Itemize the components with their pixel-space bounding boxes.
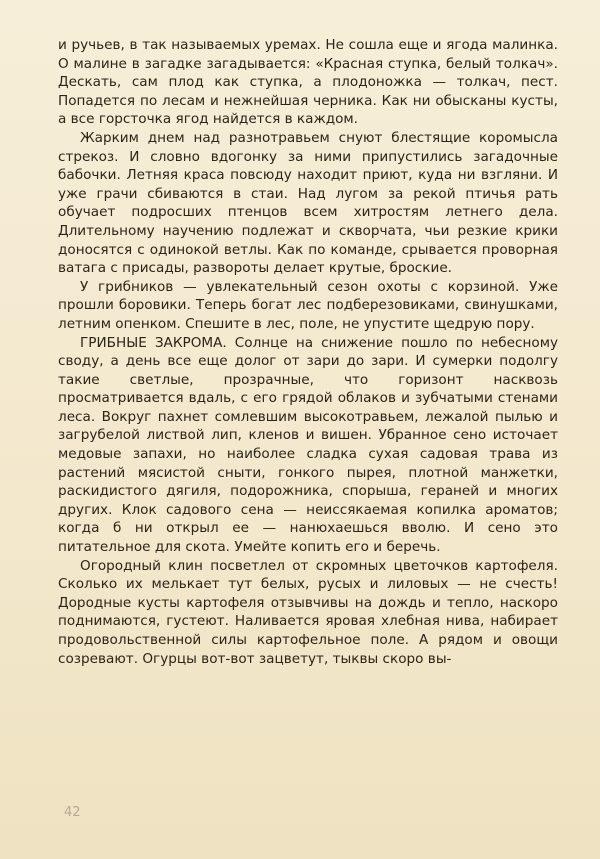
paragraph: Огородный клин посветлел от скромных цветочков картофеля. Сколько их мелькает тут белых, русых и лиловых — не счесть! Дородные кусты картофеля отзывчивы на дождь и тепло, наскоро поднимаются, густеют. Наливается яровая хлебная нива, набирает продовольственной силы картофельное поле. А рядом и овощи созревают. Огурцы вот-вот зацветут, тыквы скоро вы- [58, 557, 558, 667]
body-text [58, 36, 558, 668]
paragraph: ГРИБНЫЕ ЗАКРОМА. Солнце на снижение пошло по небесному своду, а день все еще долог от зари до зари. И сумерки подолгу такие светлые, прозрачные, что горизонт насквозь просматривается вдаль, с его грядой облаков и зубчатыми стенами леса. Вокруг пахнет сомлевшим высокотравьем, лежалой пылью и загрубелой листвой лип, кленов и вишен. Убранное сено источает медовые запахи, но наиболее сладка сухая садовая трава из растений мясистой сныти, гонкого пырея, плотной манжетки, раскидистого дягиля, подорожника, спорыша, гераней и многих других. Клок садового сена — неиссякаемая копилка ароматов; когда б ни открыл ее — нанюхаешься вволю. И сено это питательное для скота. Умейте копить его и беречь. [58, 334, 558, 556]
page-number: 42 [64, 805, 81, 820]
paragraph: и ручьев, в так называемых уремах. Не сошла еще и ягода малинка. О малине в загадке загадывается: «Красная ступка, белый толкач». Дескать, сам плод как ступка, а плодоножка — толкач, пест. Попадется по лесам и нежнейшая черника. Как ни обысканы кусты, а все горсточка ягод найдется в каждом. [58, 37, 558, 128]
paragraph: У грибников — увлекательный сезон охоты с корзиной. Уже прошли боровики. Теперь богат лес подберезовиками, свинушками, летним опенком. Спешите в лес, поле, не упустите щедрую пору. [58, 278, 558, 332]
paragraph: Жарким днем над разнотравьем снуют блестящие коромысла стрекоз. И словно вдогонку за ними припустились загадочные бабочки. Летняя краса повсюду находит приют, куда ни взгляни. И уже грачи сбиваются в стаи. Над лугом за рекой птичья рать обучает подросших птенцов всем хитростям летнего дела. Длительному научению подлежат и скворчата, чьи резкие крики доносятся с одинокой ветлы. Как по команде, срывается проворная ватага с присады, развороты делает крутые, броские. [58, 129, 558, 277]
